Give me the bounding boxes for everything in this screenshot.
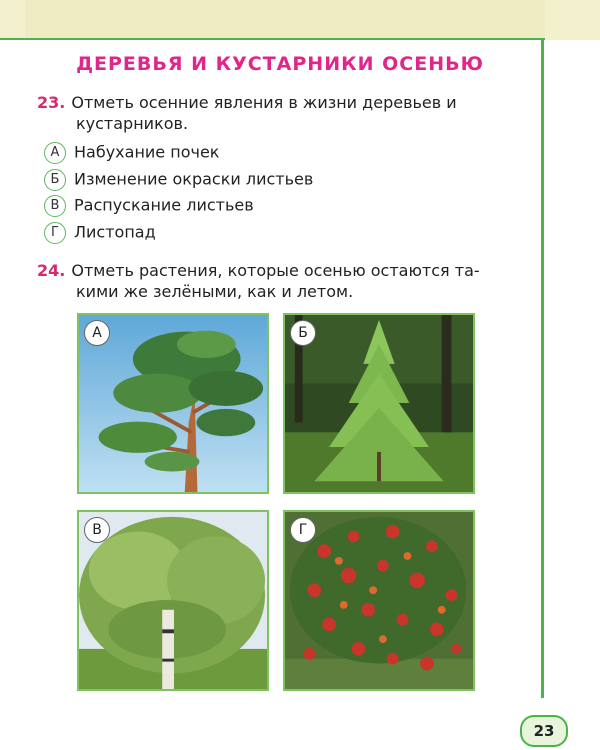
task-23-question bbox=[37, 92, 457, 134]
option-a-label: Набухание почек bbox=[74, 142, 220, 162]
task-23-option-d[interactable] bbox=[44, 221, 156, 243]
photo-a-badge[interactable]: А bbox=[84, 320, 110, 346]
option-d-circle[interactable]: Г bbox=[44, 222, 66, 244]
option-c-label: Распускание листьев bbox=[74, 195, 254, 215]
option-b-circle[interactable]: Б bbox=[44, 169, 66, 191]
task-23-number: 23. bbox=[37, 93, 66, 112]
option-b-label: Изменение окраски листьев bbox=[74, 169, 314, 189]
task-23-text-line2: кустарников. bbox=[76, 114, 189, 133]
photo-d-rowan[interactable] bbox=[283, 510, 475, 691]
task-23-text-line1: Отметь осенние явления в жизни деревьев и bbox=[71, 93, 457, 112]
task-24-text-line2: кими же зелёными, как и летом. bbox=[76, 282, 354, 301]
photo-b-badge[interactable]: Б bbox=[290, 320, 316, 346]
task-23-option-c[interactable] bbox=[44, 194, 254, 216]
task-23-option-a[interactable] bbox=[44, 141, 219, 163]
photo-c-birch[interactable] bbox=[77, 510, 269, 691]
task-24-text-line1: Отметь растения, которые осенью остаются та- bbox=[71, 261, 480, 280]
photo-b-spruce[interactable] bbox=[283, 313, 475, 494]
option-d-label: Листопад bbox=[74, 222, 156, 242]
page-number: 23 bbox=[520, 715, 568, 747]
birch-tree-photo-icon bbox=[79, 512, 267, 689]
option-c-circle[interactable]: В bbox=[44, 195, 66, 217]
spruce-sapling-photo-icon bbox=[285, 315, 473, 492]
margin-rule bbox=[541, 38, 544, 698]
photo-c-badge[interactable]: В bbox=[84, 517, 110, 543]
photo-a-pine[interactable] bbox=[77, 313, 269, 494]
page-title: ДЕРЕВЬЯ И КУСТАРНИКИ ОСЕНЬЮ bbox=[76, 53, 484, 75]
task-24-question bbox=[37, 260, 480, 302]
header-band bbox=[0, 0, 600, 40]
task-23-option-b[interactable] bbox=[44, 168, 313, 190]
option-a-circle[interactable]: А bbox=[44, 142, 66, 164]
pine-tree-photo-icon bbox=[79, 315, 267, 492]
header-divider bbox=[0, 38, 545, 40]
task-24-number: 24. bbox=[37, 261, 66, 280]
photo-d-badge[interactable]: Г bbox=[290, 517, 316, 543]
rowan-berries-photo-icon bbox=[285, 512, 473, 689]
